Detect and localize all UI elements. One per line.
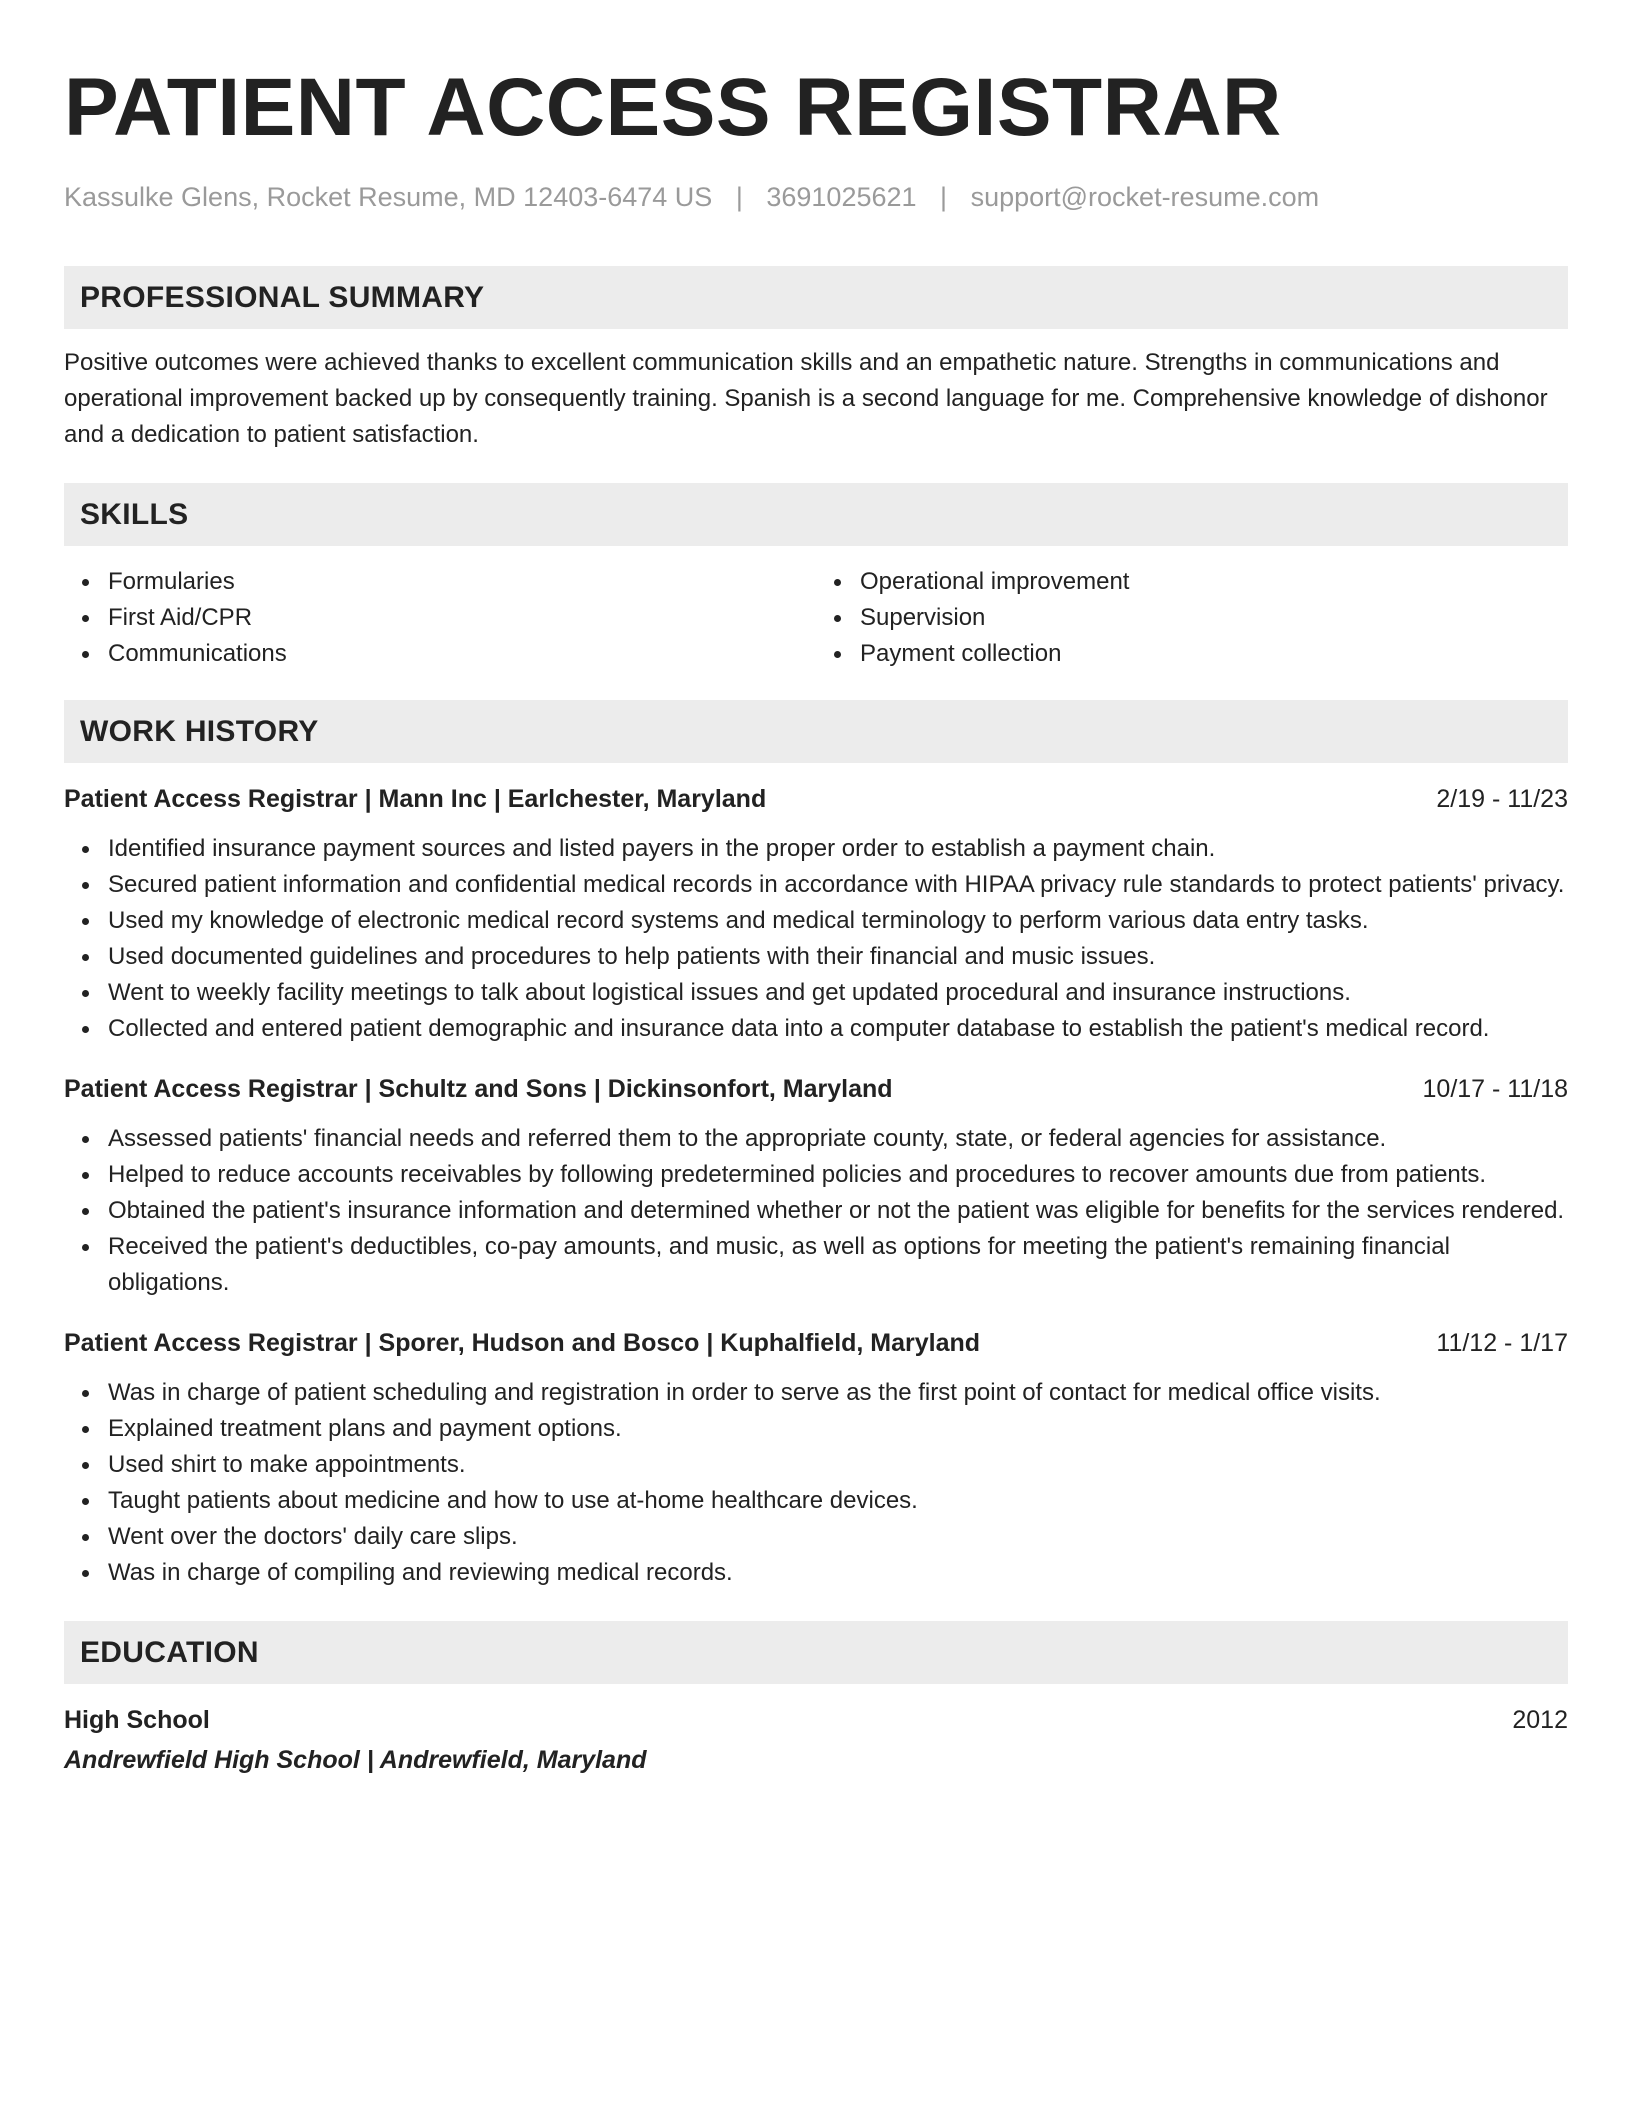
education-header [64, 1702, 1568, 1738]
skills-column-left [64, 564, 816, 672]
job-header [64, 1071, 1568, 1107]
job-bullet: Was in charge of compiling and reviewing medical records. [108, 1555, 1568, 1591]
job-dates: 10/17 - 11/18 [1422, 1075, 1568, 1103]
skill-item: Supervision [860, 600, 1568, 636]
job-bullet: Used my knowledge of electronic medical record systems and medical terminology to perform various data entry tasks. [108, 903, 1568, 939]
job-dates: 2/19 - 11/23 [1436, 785, 1568, 813]
education-entry [64, 1702, 1568, 1778]
skills-grid [64, 564, 1568, 672]
contact-email: support@rocket-resume.com [970, 182, 1320, 212]
job-bullet: Collected and entered patient demographic and insurance data into a computer database to establish the patient's medical record. [108, 1011, 1568, 1047]
job-bullet: Secured patient information and confidential medical records in accordance with HIPAA privacy rule standards to protect patients' privacy. [108, 867, 1568, 903]
education-degree: High School [64, 1706, 210, 1734]
job-bullet: Identified insurance payment sources and listed payers in the proper order to establish a payment chain. [108, 831, 1568, 867]
skill-item: First Aid/CPR [108, 600, 816, 636]
job-bullets [64, 831, 1568, 1047]
job-bullet: Received the patient's deductibles, co-pay amounts, and music, as well as options for meeting the patient's remaining financial obligations. [108, 1229, 1568, 1301]
job-entry [64, 1325, 1568, 1591]
education-year: 2012 [1512, 1706, 1568, 1734]
job-bullet: Obtained the patient's insurance information and determined whether or not the patient was eligible for benefits for the services rendered. [108, 1193, 1568, 1229]
job-bullet: Used documented guidelines and procedures to help patients with their financial and music issues. [108, 939, 1568, 975]
job-bullet: Taught patients about medicine and how to use at-home healthcare devices. [108, 1483, 1568, 1519]
job-header [64, 1325, 1568, 1361]
skill-item: Communications [108, 636, 816, 672]
job-bullets [64, 1375, 1568, 1591]
summary-heading: PROFESSIONAL SUMMARY [64, 266, 1568, 329]
skills-heading: SKILLS [64, 483, 1568, 546]
skill-item: Formularies [108, 564, 816, 600]
job-entry [64, 781, 1568, 1047]
education-school: Andrewfield High School | Andrewfield, Maryland [64, 1746, 647, 1774]
summary-text: Positive outcomes were achieved thanks to excellent communication skills and an empathetic nature. Strengths in communications and operational improvement backed up by consequently training. Spanish is a second language for me. Comprehensive knowledge of dishonor and a dedication to patient satisfaction. [64, 349, 1548, 448]
job-bullet: Went to weekly facility meetings to talk about logistical issues and get updated procedural and insurance instructions. [108, 975, 1568, 1011]
education-heading: EDUCATION [64, 1621, 1568, 1684]
job-bullets [64, 1121, 1568, 1301]
job-title: Patient Access Registrar | Schultz and Sons | Dickinsonfort, Maryland [64, 1075, 893, 1103]
job-bullet: Helped to reduce accounts receivables by following predetermined policies and procedures to recover amounts due from patients. [108, 1157, 1568, 1193]
job-bullet: Used shirt to make appointments. [108, 1447, 1568, 1483]
job-bullet: Assessed patients' financial needs and referred them to the appropriate county, state, or federal agencies for assistance. [108, 1121, 1568, 1157]
job-title: Patient Access Registrar | Sporer, Hudson and Bosco | Kuphalfield, Maryland [64, 1329, 981, 1357]
job-dates: 11/12 - 1/17 [1436, 1329, 1568, 1357]
skill-item: Payment collection [860, 636, 1568, 672]
resume-name: PATIENT ACCESS REGISTRAR [64, 62, 1282, 153]
skills-column-right [816, 564, 1568, 672]
job-bullet: Was in charge of patient scheduling and registration in order to serve as the first point of contact for medical office visits. [108, 1375, 1568, 1411]
job-bullet: Explained treatment plans and payment options. [108, 1411, 1568, 1447]
contact-phone: 3691025621 [766, 182, 917, 212]
job-entry [64, 1071, 1568, 1301]
job-bullet: Went over the doctors' daily care slips. [108, 1519, 1568, 1555]
contact-line [64, 180, 1568, 214]
contact-separator: | [940, 182, 948, 212]
job-header [64, 781, 1568, 817]
contact-separator: | [735, 182, 743, 212]
contact-address: Kassulke Glens, Rocket Resume, MD 12403-6474 US [64, 182, 713, 212]
work-history-heading: WORK HISTORY [64, 700, 1568, 763]
skill-item: Operational improvement [860, 564, 1568, 600]
job-title: Patient Access Registrar | Mann Inc | Earlchester, Maryland [64, 785, 767, 813]
